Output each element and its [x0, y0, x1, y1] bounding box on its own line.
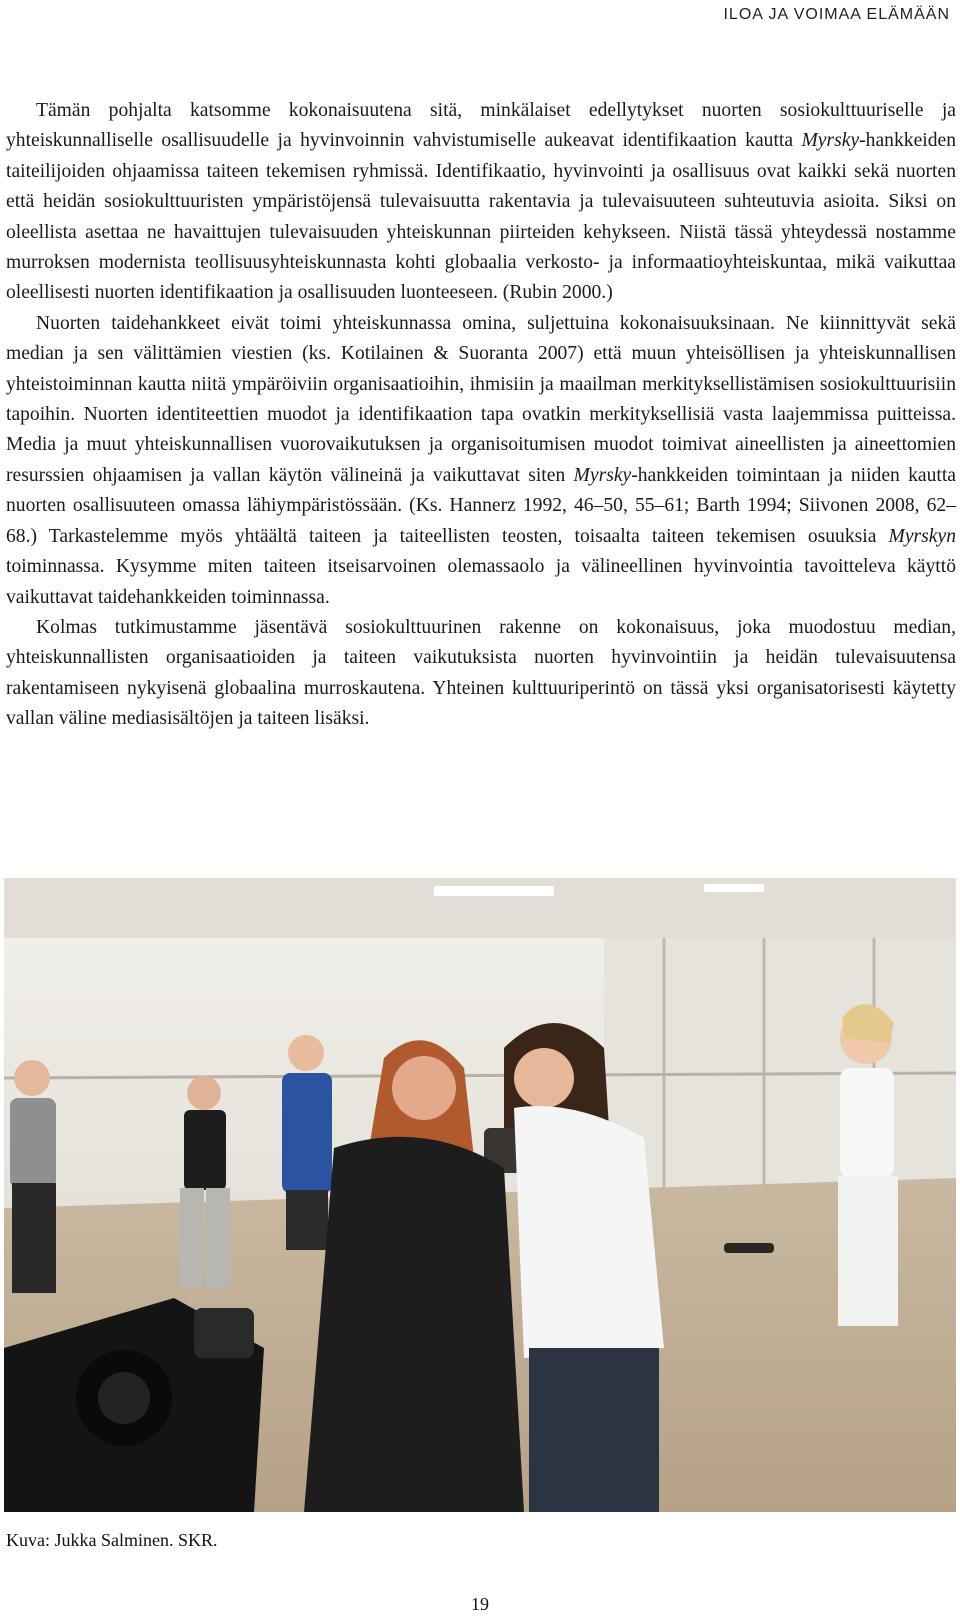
paragraph-2-italic: Myrskyn — [888, 525, 956, 547]
paragraph-1 — [6, 96, 956, 309]
paragraph-2-text: Nuorten taidehankkeet eivät toimi yhteiskunnassa omina, suljettuina kokonaisuuksinaan. Ne kiinnittyvät sekä median ja sen välittämien viestien (ks. Kotilainen & Suoranta 2007) että muun yhteisöllisen ja yhteiskunnallisen yhteistoiminnan kautta niitä ympäröiviin organisaatioihin, ihmisiin ja maailman merkityksellistämisen sosiokulttuurisiin tapoihin. Nuorten identiteettien muodot ja identifikaation tapa ovatkin merkityksellisiä vasta laajemmissa puitteissa. Media ja muut yhteiskunnallisen vuorovaikutuksen ja organisoitumisen muodot toimivat aineellisten ja aineettomien resurssien ohjaamisen ja vallan käytön välineinä ja vaikuttavat siten — [6, 312, 956, 486]
paragraph-2-text: -hankkeiden toimintaan ja niiden kautta nuorten osallisuuteen omassa lähiympäristössään. (Ks. Hannerz 1992, 46–50, 55–61; Barth 1994; Siivonen 2008, 62–68.) Tarkastelemme myös yhtäältä taiteen ja taiteellisten teosten, toisaalta taiteen tekemisen osuuksia — [6, 464, 956, 547]
paragraph-2 — [6, 309, 956, 613]
paragraph-3 — [6, 613, 956, 735]
paragraph-1-italic: Myrsky — [801, 130, 860, 152]
photo-caption: Kuva: Jukka Salminen. SKR. — [6, 1530, 218, 1550]
paragraph-2-text: toiminnassa. Kysymme miten taiteen itseisarvoinen olemassaolo ja välineellinen hyvinvointia tavoitteleva käyttö vaikuttavat taidehankkeiden toiminnassa. — [6, 556, 956, 608]
paragraph-1-text: Tämän pohjalta katsomme kokonaisuutena sitä, minkälaiset edellytykset nuorten sosiokulttuuriselle ja yhteiskunnalliselle osallisuudelle ja hyvinvoinnin vahvistumiselle aukeavat identifikaation kautta — [6, 100, 956, 152]
paragraph-2-italic: Myrsky — [573, 464, 632, 486]
body-text — [6, 96, 956, 735]
running-header: ILOA JA VOIMAA ELÄMÄÄN — [723, 6, 950, 23]
page-number: 19 — [471, 1594, 489, 1614]
paragraph-3-text: Kolmas tutkimustamme jäsentävä sosiokulttuurinen rakenne on kokonaisuus, joka muodostuu median, yhteiskunnallisten organisaatioiden ja taiteen vaikutuksista nuorten hyvinvointiin ja heidän tulevaisuutensa rakentamiseen nykyisenä globaalina murroskautena. Yhteinen kulttuuriperintö on tässä yksi organisatorisesti käytetty vallan väline mediasisältöjen ja taiteen lisäksi. — [6, 616, 956, 730]
dance-workshop-photo — [4, 878, 956, 1512]
paragraph-1-text: -hankkeiden taiteilijoiden ohjaamissa taiteen tekemisen ryhmissä. Identifikaatio, hyvinvointi ja osallisuus ovat kaikki sekä nuorten että heidän sosiokulttuuristen ympäristöjensä tulevaisuutta rakentavia ja tulevaisuuteen suhteutuvia asioita. Siksi on oleellista asettaa ne havaittujen tulevaisuuden yhteiskunnan piirteiden kehykseen. Niistä tässä yhteydessä nostamme murroksen modernista teollisuusyhteiskunnasta kohti globaalia verkosto- ja informaatioyhteiskuntaa, mikä vaikuttaa oleellisesti nuorten identifikaation ja osallisuuden luonteeseen. (Rubin 2000.) — [6, 130, 956, 304]
